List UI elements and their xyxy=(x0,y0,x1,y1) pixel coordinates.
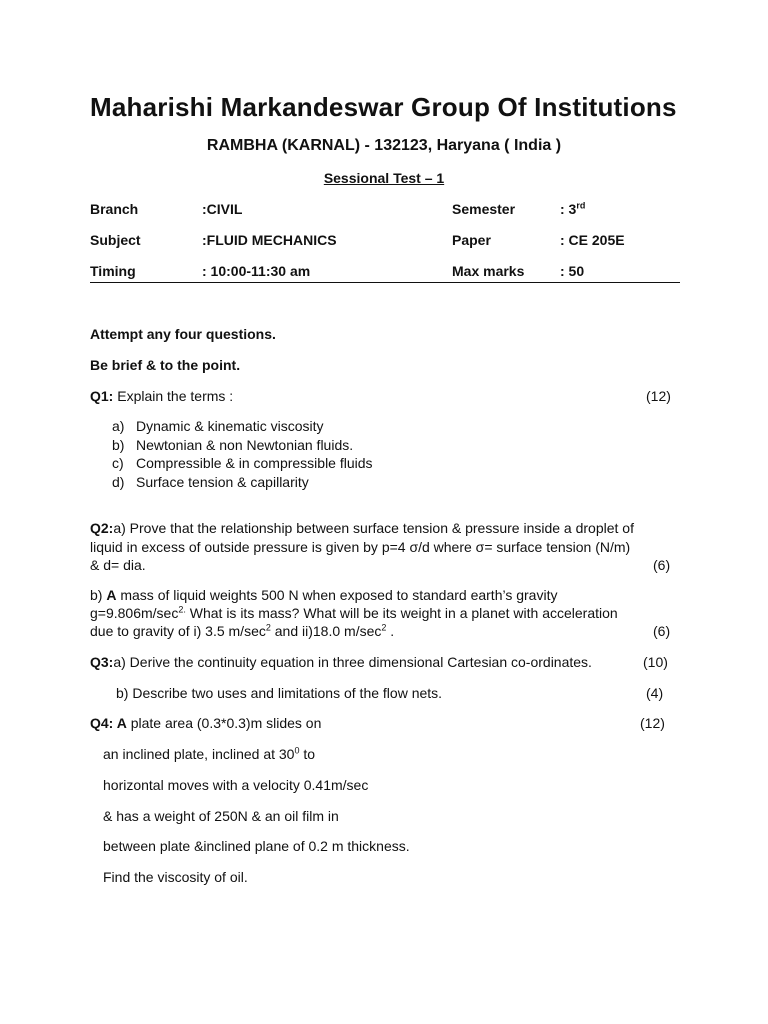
test-title: Sessional Test – 1 xyxy=(323,170,445,186)
q4-line3: horizontal moves with a velocity 0.41m/sec xyxy=(103,777,369,793)
branch-value: :CIVIL xyxy=(202,201,243,217)
q2b-line3: due to gravity of i) 3.5 $m/\sec^2$ and ii)18.0 $m/\sec^2$ . xyxy=(90,622,395,639)
timing-value: : 10:00-11:30 am xyxy=(202,263,311,279)
q4-line5: between plate &inclined plane of 0.2 m thickness. xyxy=(103,838,410,854)
q4-line4: & has a weight of 250N & an oil film in xyxy=(103,808,339,824)
q2a-line3: & d= dia. xyxy=(90,557,146,573)
header-divider xyxy=(90,282,680,283)
instruction-brief: Be brief & to the point. xyxy=(90,357,241,373)
max-marks-label: Max marks xyxy=(452,263,525,279)
q4-line1: Q4: A plate area (0.3*0.3)m slides on xyxy=(90,715,322,731)
list-item: c) Compressible & in compressible fluids xyxy=(112,455,373,471)
q3b-marks: (4) xyxy=(646,685,664,701)
q4-line6: Find the viscosity of oil. xyxy=(103,869,248,885)
q3a-marks: (10) xyxy=(643,654,668,670)
q3b-text: b) Describe two uses and limitations of the flow nets. xyxy=(116,685,443,701)
subject-value: :FLUID MECHANICS xyxy=(202,232,337,248)
paper-value: : CE 205E xyxy=(560,232,625,248)
paper-label: Paper xyxy=(452,232,491,248)
q1-options xyxy=(112,418,373,492)
q4-marks: (12) xyxy=(640,715,665,731)
q2a-line2: liquid in excess of outside pressure is given by p=4 σ/d where σ= surface tension (N/m) xyxy=(90,539,631,555)
q2b-line1: b) A mass of liquid weights 500 N when exposed to standard earth’s gravity xyxy=(90,587,558,603)
q1-marks: (12) xyxy=(646,388,671,404)
list-item: d) Surface tension & capillarity xyxy=(112,473,309,490)
branch-label: Branch xyxy=(90,201,139,217)
q2b-line2: $g=9.806m/\sec^{2.}$ What is its mass? What will be its weight in a planet with acceleration xyxy=(90,604,618,621)
q2a-line1: Q2:a) Prove that the relationship between surface tension & pressure inside a droplet of xyxy=(90,520,634,536)
institution-title: Maharishi Markandeswar Group Of Institutions xyxy=(90,92,677,122)
semester-value: : 3rd xyxy=(560,200,586,217)
semester-label: Semester xyxy=(452,201,516,217)
q2a-marks: (6) xyxy=(653,557,671,573)
q4-line2: an inclined plate, inclined at $30^0$ to xyxy=(103,745,316,762)
instruction-attempt: Attempt any four questions. xyxy=(90,326,276,342)
max-marks-value: : 50 xyxy=(560,263,585,279)
list-item: a) Dynamic & kinematic viscosity xyxy=(112,418,324,434)
q2b-marks: (6) xyxy=(653,623,671,639)
timing-label: Timing xyxy=(90,263,136,279)
q3a-text: Q3:a) Derive the continuity equation in three dimensional Cartesian co-ordinates. xyxy=(90,654,592,670)
list-item: b) Newtonian & non Newtonian fluids. xyxy=(112,436,354,453)
subject-label: Subject xyxy=(90,232,141,248)
institution-address: RAMBHA (KARNAL) - 132123, Haryana ( India ) xyxy=(206,137,562,154)
q1-stem: Q1: Explain the terms : xyxy=(90,388,234,404)
